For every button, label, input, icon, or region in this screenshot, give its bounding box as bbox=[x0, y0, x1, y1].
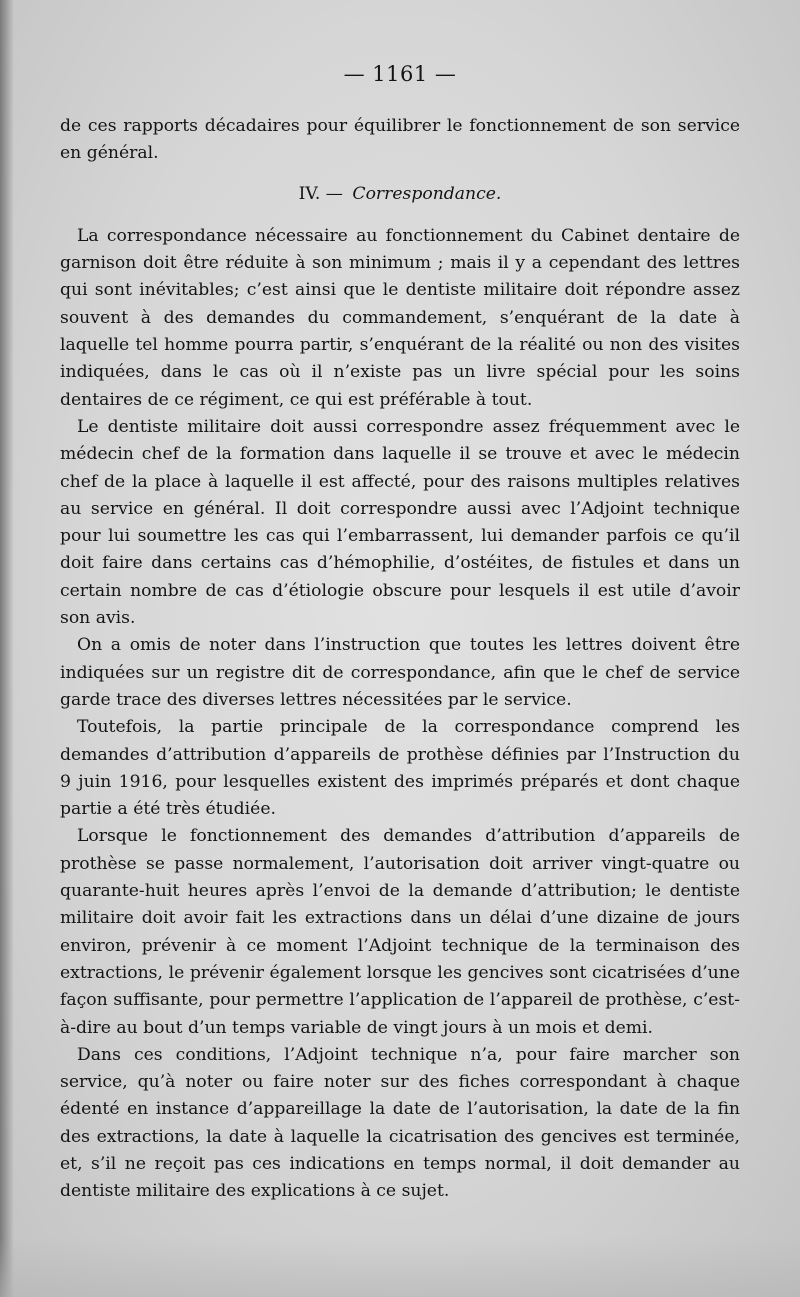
paragraph-4: Toutefois, la partie principale de la correspondance comprend les demandes d’attribution d’appareils de prothèse définies par l’Instruction du 9 juin 1916, pour lesquelles existent des imprimés préparés et dont chaque partie a été très étudiée. bbox=[60, 717, 740, 820]
page-body bbox=[60, 113, 740, 1206]
paragraph-6: Dans ces conditions, l’Adjoint technique n’a, pour faire marcher son service, qu’à noter ou faire noter sur des fiches correspondant à chaque édenté en instance d’appareillage la date de l’autorisation, la date de la fin des extractions, la date à laquelle la cicatrisation des gencives est terminée, et, s’il ne reçoit pas ces indications en temps normal, il doit demander au dentiste militaire des explications à ce sujet. bbox=[60, 1044, 740, 1202]
section-numeral: IV. — bbox=[298, 183, 343, 204]
paragraph-2: Le dentiste militaire doit aussi correspondre assez fréquemment avec le médecin chef de la formation dans laquelle il se trouve et avec le médecin chef de la place à laquelle il est affecté, pour des raisons multiples relatives au service en général. Il doit correspondre aussi avec l’Adjoint technique pour lui soumettre les cas qui l’embarrassent, lui demander parfois ce qu’il doit faire dans certains cas d’hémophilie, d’ostéites, de fistules et dans un certain nombre de cas d’étiologie obscure pour lesquels il est utile d’avoir son avis. bbox=[60, 416, 740, 629]
page-number: — 1161 — bbox=[343, 62, 457, 86]
section-title: Correspondance. bbox=[352, 183, 502, 204]
paragraph-5: Lorsque le fonctionnement des demandes d’attribution d’appareils de prothèse se passe normalement, l’autorisation doit arriver vingt-quatre ou quarante-huit heures après l’envoi de la demande d’attribution; le dentiste militaire doit avoir fait les extractions dans un délai d’une dizaine de jours environ, prévenir à ce moment l’Adjoint technique de la terminaison des extractions, le prévenir également lorsque les gencives sont cicatrisées d’une façon suffisante, pour permettre l’application de l’appareil de prothèse, c’est-à-dire au bout d’un temps variable de vingt jours à un mois et demi. bbox=[60, 826, 740, 1038]
paragraph-3: On a omis de noter dans l’instruction que toutes les lettres doivent être indiquées sur un registre dit de correspondance, afin que le chef de service garde trace des diverses lettres nécessitées par le service. bbox=[60, 635, 740, 710]
page-edge-shadow bbox=[0, 0, 14, 1297]
intro-paragraph: de ces rapports décadaires pour équilibrer le fonctionnement de son service en général. bbox=[60, 116, 740, 164]
page-bottom-shade bbox=[0, 1237, 800, 1297]
section-heading bbox=[60, 181, 740, 208]
paragraph-1: La correspondance nécessaire au fonctionnement du Cabinet dentaire de garnison doit être réduite à son minimum ; mais il y a cependant des lettres qui sont inévitables; c’est ainsi que le dentiste militaire doit répondre assez souvent à des demandes du commandement, s’enquérant de la date à laquelle tel homme pourra partir, s’enquérant de la réalité ou non des visites indiquées, dans le cas où il n’existe pas un livre spécial pour les soins dentaires de ce régiment, ce qui est préférable à tout. bbox=[60, 225, 740, 410]
